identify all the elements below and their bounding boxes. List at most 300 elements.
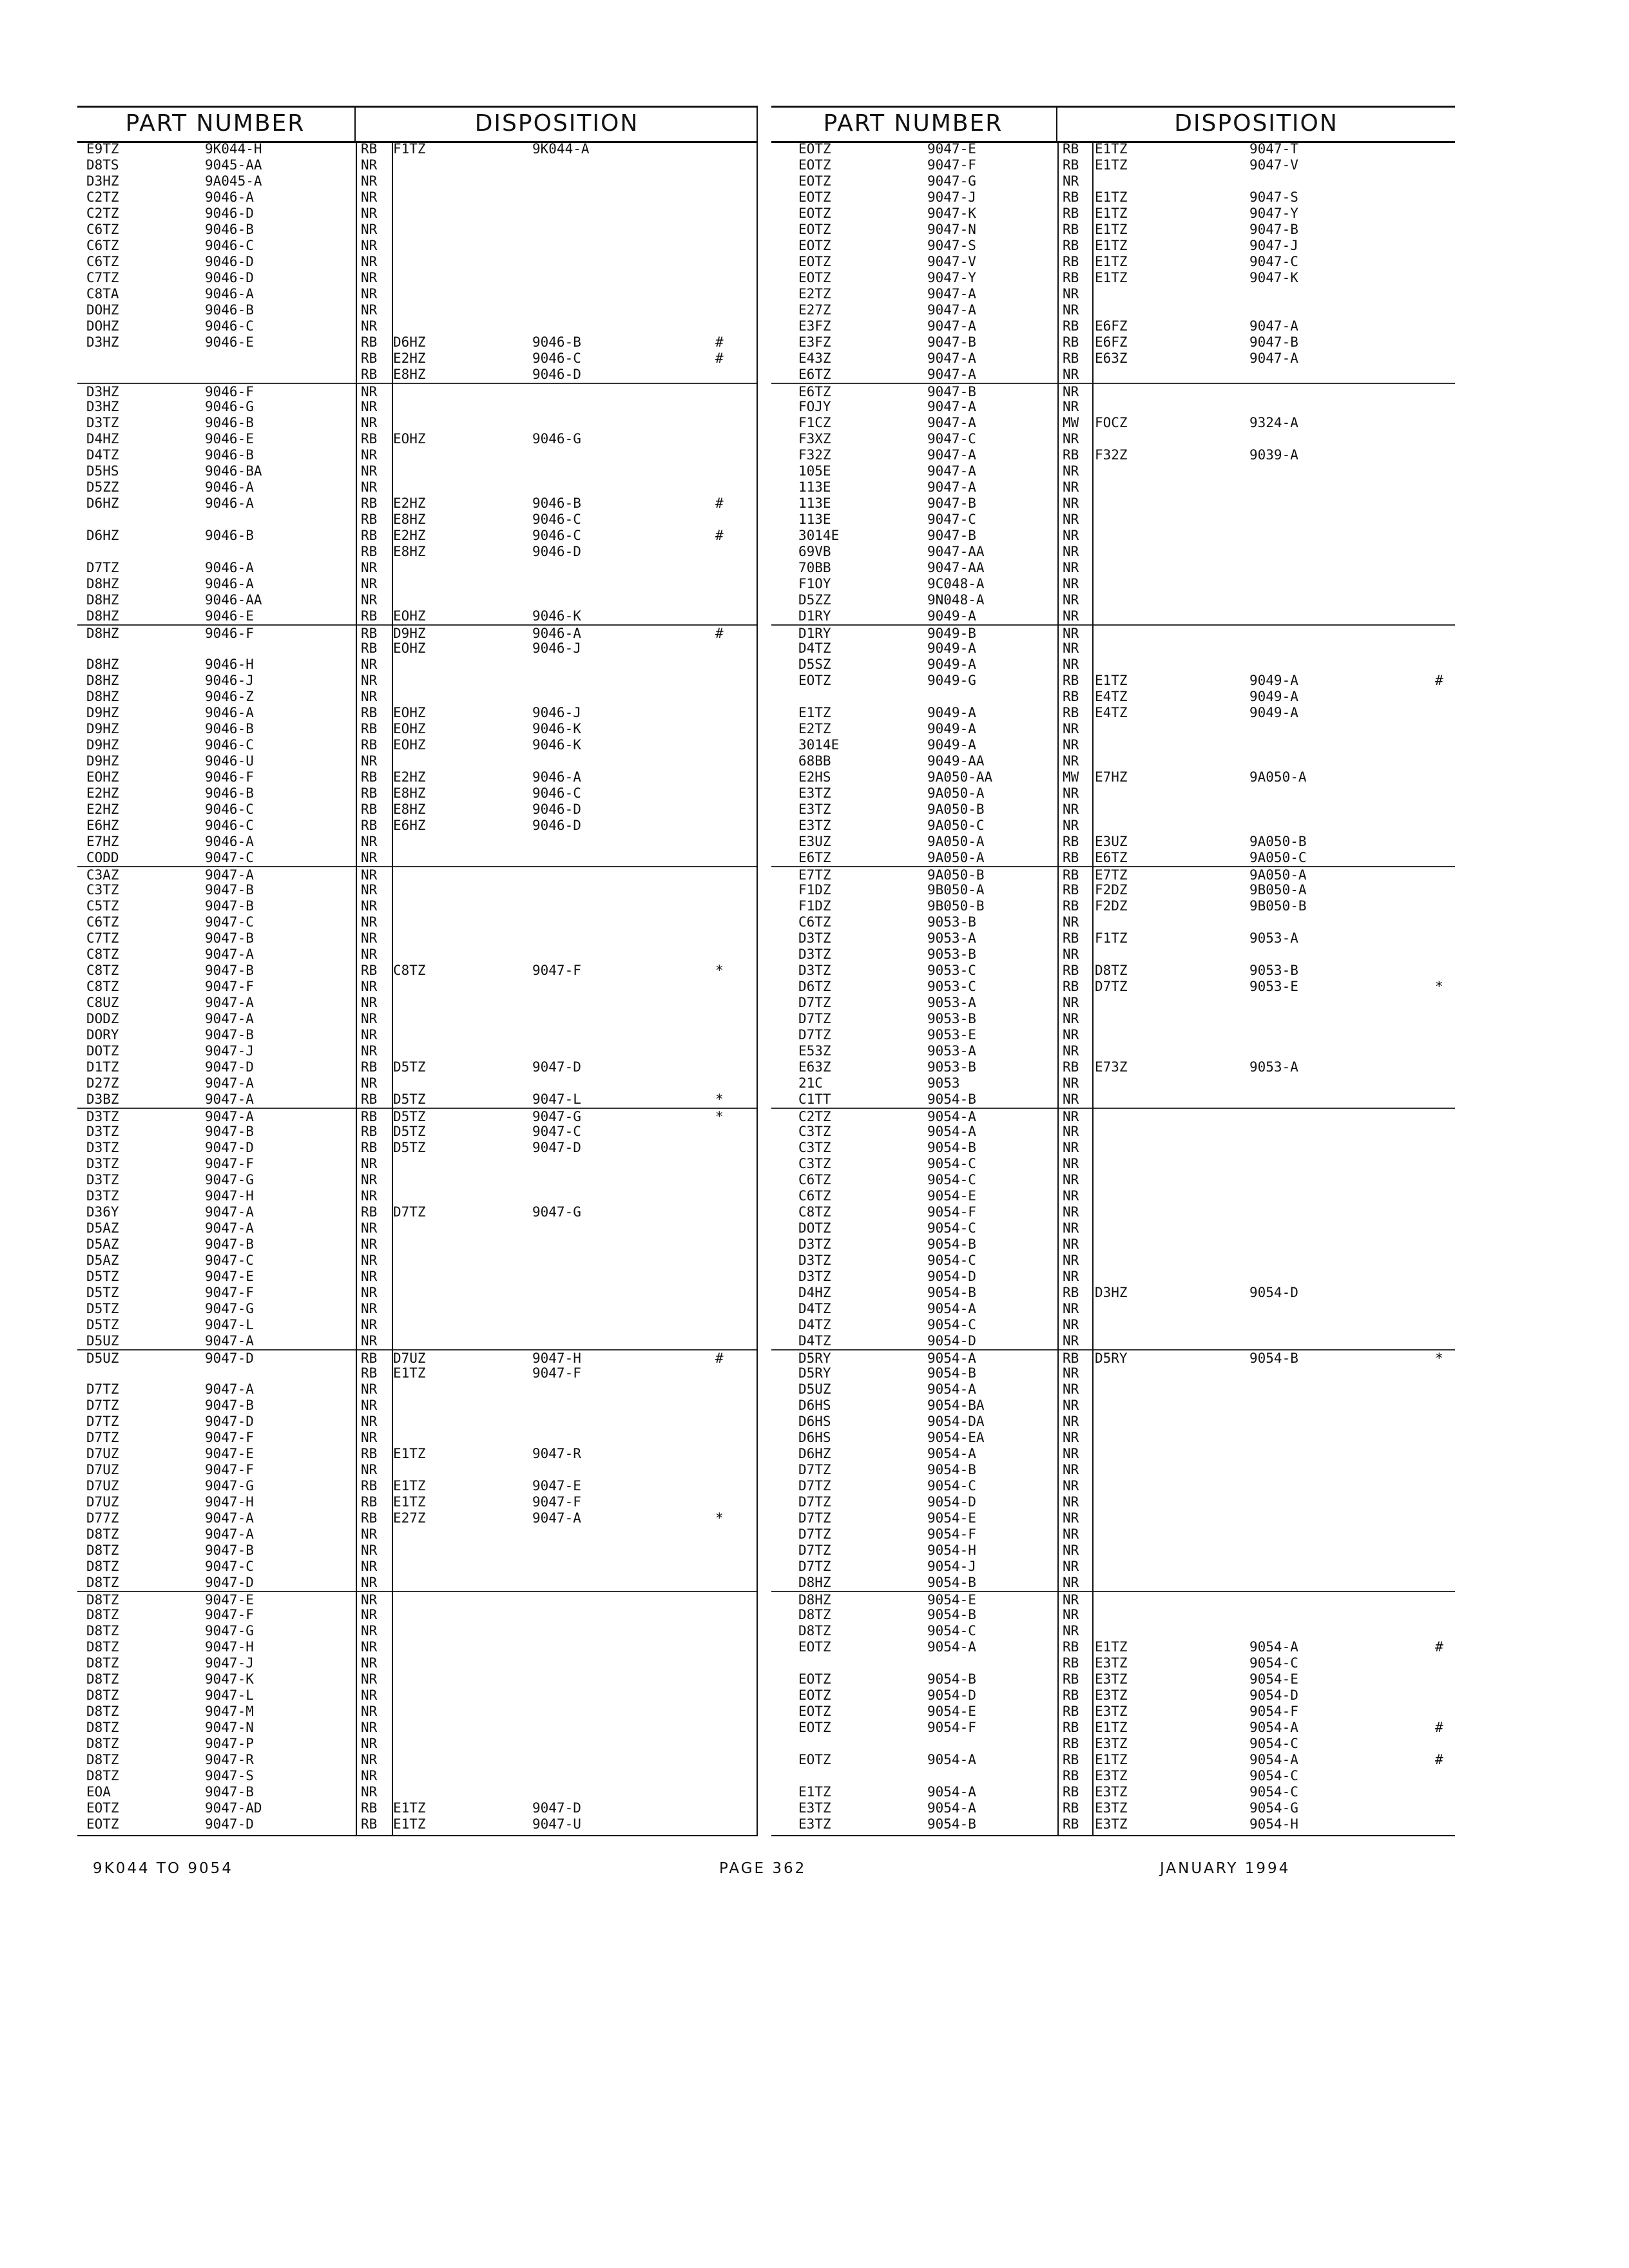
cell-p1: D4TZ	[86, 447, 119, 463]
table-row	[77, 608, 758, 624]
cell-p1: D5RY	[798, 1365, 831, 1381]
cell-cd: NR	[361, 1752, 378, 1767]
table-row	[77, 624, 758, 642]
cell-d2: 9054-A	[1249, 1639, 1298, 1655]
cell-cd: NR	[1063, 1381, 1079, 1397]
cell-p1: D3TZ	[798, 1269, 831, 1284]
cell-p1: F1CZ	[798, 415, 831, 430]
cell-cd: NR	[1063, 1542, 1079, 1558]
cell-d1: EOHZ	[393, 737, 426, 753]
cell-d1: C8TZ	[393, 963, 426, 978]
cell-d2: 9047-A	[532, 1510, 581, 1526]
cell-p2: 9054-D	[927, 1269, 976, 1284]
cell-p2: 9047-A	[927, 399, 976, 414]
cell-p2: 9047-A	[205, 867, 254, 883]
cell-cd: NR	[361, 1462, 378, 1477]
table-row	[771, 608, 1455, 624]
cell-p2: 9054-F	[927, 1720, 976, 1735]
cell-d2: 9046-A	[532, 769, 581, 785]
cell-p1: C7TZ	[86, 930, 119, 946]
table-row	[77, 528, 758, 544]
table-row	[771, 560, 1455, 576]
table-row	[771, 882, 1455, 898]
cell-p1: C6TZ	[86, 254, 119, 269]
table-row	[771, 1333, 1455, 1349]
cell-d1: E1TZ	[393, 1365, 426, 1381]
table-row	[77, 463, 758, 479]
cell-cd: NR	[1063, 1188, 1079, 1204]
cell-p1: 68BB	[798, 753, 831, 769]
table-row	[771, 705, 1455, 721]
table-row	[771, 737, 1455, 753]
cell-p2: 9047-D	[205, 1575, 254, 1590]
cell-p1: D8HZ	[86, 657, 119, 672]
table-row	[771, 850, 1455, 866]
cell-p1: D5HS	[86, 463, 119, 479]
cell-p1: D8HZ	[86, 689, 119, 704]
cell-cd: NR	[361, 189, 378, 205]
header-divider	[1056, 108, 1057, 141]
cell-cd: RB	[1063, 963, 1079, 978]
table-row	[771, 1204, 1455, 1220]
cell-p1: D5ZZ	[86, 479, 119, 495]
cell-p1: DOTZ	[86, 1043, 119, 1059]
cell-d2: 9053-A	[1249, 1059, 1298, 1075]
cell-p2: 9046-A	[205, 834, 254, 849]
cell-cd: NR	[361, 1639, 378, 1655]
cell-p1: D7TZ	[86, 1430, 119, 1445]
cell-p1: E2TZ	[798, 286, 831, 302]
cell-cd: NR	[361, 947, 378, 962]
cell-d1: E2HZ	[393, 528, 426, 543]
cell-cd: NR	[361, 1188, 378, 1204]
cell-d1: E7HZ	[1095, 769, 1128, 785]
table-row	[77, 544, 758, 560]
table-row	[77, 1752, 758, 1768]
cell-p1: D8TZ	[86, 1704, 119, 1719]
cell-p2: 9047-B	[205, 1027, 254, 1043]
cell-cd: RB	[361, 351, 378, 366]
cell-cd: NR	[1063, 576, 1079, 591]
cell-cd: NR	[1063, 1510, 1079, 1526]
cell-cd: NR	[361, 1285, 378, 1300]
cell-p2: 9046-G	[205, 399, 254, 414]
cell-p1: D6TZ	[798, 979, 831, 994]
cell-p2: 9046-F	[205, 769, 254, 785]
right-part-number-heading: PART NUMBER	[823, 110, 1003, 137]
cell-p1: EOTZ	[86, 1816, 119, 1832]
footer-date: JANUARY 1994	[1160, 1860, 1291, 1877]
cell-p2: 9047-S	[205, 1768, 254, 1783]
cell-p1: E3TZ	[798, 785, 831, 801]
cell-p2: 9047-A	[927, 302, 976, 318]
cell-cd: RB	[1063, 1639, 1079, 1655]
cell-p1: D6HS	[798, 1398, 831, 1413]
table-row	[771, 1236, 1455, 1253]
table-row	[77, 785, 758, 802]
cell-d2: 9047-B	[1249, 334, 1298, 350]
cell-d2: 9046-D	[532, 802, 581, 817]
cell-p1: D7UZ	[86, 1478, 119, 1494]
table-row	[77, 447, 758, 463]
cell-p1: D8TZ	[86, 1768, 119, 1783]
cell-p2: 9046-U	[205, 753, 254, 769]
cell-cd: NR	[361, 1156, 378, 1171]
cell-p1: D5AZ	[86, 1253, 119, 1268]
cell-d2: 9053-B	[1249, 963, 1298, 978]
cell-d1: F2DZ	[1095, 898, 1128, 914]
cell-d1: E3TZ	[1095, 1655, 1128, 1671]
cell-p2: 9047-L	[205, 1317, 254, 1332]
table-row	[77, 657, 758, 673]
cell-cd: NR	[1063, 1607, 1079, 1622]
cell-p2: 9054-A	[927, 1752, 976, 1767]
cell-cd: RB	[1063, 1671, 1079, 1687]
cell-p2: 9054-B	[927, 1607, 976, 1622]
table-row	[77, 1591, 758, 1608]
cell-cd: RB	[361, 1140, 378, 1155]
cell-p1: EOTZ	[798, 1752, 831, 1767]
table-row	[77, 1816, 758, 1832]
cell-p2: 9054-E	[927, 1188, 976, 1204]
cell-d1: E1TZ	[393, 1494, 426, 1510]
cell-p2: 9053-A	[927, 930, 976, 946]
cell-d2: 9039-A	[1249, 447, 1298, 463]
table-row	[77, 1623, 758, 1639]
table-row	[77, 769, 758, 785]
table-row	[771, 947, 1455, 963]
cell-cd: RB	[1063, 1059, 1079, 1075]
cell-cd: NR	[361, 384, 378, 399]
cell-d2: 9046-B	[532, 495, 581, 511]
cell-p1: D5TZ	[86, 1317, 119, 1332]
table-row	[771, 383, 1455, 400]
cell-m: #	[715, 528, 724, 543]
cell-cd: NR	[361, 1253, 378, 1268]
cell-p2: 9049-A	[927, 657, 976, 672]
cell-p2: 9047-J	[205, 1655, 254, 1671]
cell-p1: EOTZ	[798, 222, 831, 237]
cell-cd: NR	[361, 1027, 378, 1043]
cell-cd: NR	[1063, 737, 1079, 753]
cell-d2: 9049-A	[1249, 705, 1298, 720]
cell-p2: 9047-B	[205, 1542, 254, 1558]
cell-p1: D5RY	[798, 1350, 831, 1366]
cell-cd: NR	[361, 1430, 378, 1445]
cell-cd: RB	[1063, 1704, 1079, 1719]
cell-p2: 9047-H	[205, 1188, 254, 1204]
cell-p1: E2HS	[798, 769, 831, 785]
cell-d1: E1TZ	[1095, 254, 1128, 269]
cell-p1: D36Y	[86, 1204, 119, 1220]
cell-p2: 9047-E	[205, 1592, 254, 1608]
cell-p1: C8TZ	[86, 963, 119, 978]
cell-cd: RB	[1063, 1752, 1079, 1767]
cell-m: #	[715, 626, 724, 641]
table-row	[77, 351, 758, 367]
cell-p2: 9054-F	[927, 1526, 976, 1542]
cell-cd: NR	[361, 867, 378, 883]
cell-d2: 9046-K	[532, 608, 581, 624]
cell-cd: NR	[361, 238, 378, 253]
cell-p1: C3TZ	[798, 1124, 831, 1139]
cell-p2: 9047-A	[205, 947, 254, 962]
cell-p1: D7TZ	[798, 1478, 831, 1494]
cell-cd: RB	[1063, 979, 1079, 994]
cell-p1: D4TZ	[798, 1333, 831, 1349]
cell-cd: NR	[361, 1671, 378, 1687]
table-row	[771, 238, 1455, 254]
table-row	[771, 1269, 1455, 1285]
cell-cd: NR	[361, 254, 378, 269]
cell-p1: D8TZ	[86, 1639, 119, 1655]
cell-p2: 9047-A	[927, 318, 976, 334]
cell-cd: NR	[1063, 818, 1079, 833]
cell-p2: 9046-E	[205, 334, 254, 350]
cell-p2: 9047-A	[205, 995, 254, 1010]
cell-p2: 9047-B	[927, 384, 976, 399]
cell-cd: RB	[1063, 1816, 1079, 1832]
cell-cd: NR	[361, 1592, 378, 1608]
cell-p1: D9HZ	[86, 737, 119, 753]
cell-cd: RB	[1063, 238, 1079, 253]
table-row	[77, 334, 758, 351]
cell-cd: RB	[1063, 673, 1079, 688]
cell-p1: F1DZ	[798, 898, 831, 914]
cell-p1: C3TZ	[798, 1140, 831, 1155]
table-row	[771, 512, 1455, 528]
table-row	[77, 1736, 758, 1752]
cell-d1: EOHZ	[393, 608, 426, 624]
table-row	[771, 1720, 1455, 1736]
cell-d2: 9053-E	[1249, 979, 1298, 994]
cell-p2: 9053-C	[927, 963, 976, 978]
cell-cd: RB	[1063, 447, 1079, 463]
cell-cd: NR	[361, 979, 378, 994]
cell-d2: 9047-J	[1249, 238, 1298, 253]
cell-d2: 9054-G	[1249, 1800, 1298, 1816]
cell-cd: RB	[361, 544, 378, 559]
table-row	[77, 834, 758, 850]
table-row	[77, 1333, 758, 1349]
cell-p1: D7UZ	[86, 1494, 119, 1510]
cell-cd: NR	[1063, 479, 1079, 495]
left-part-number-heading: PART NUMBER	[125, 110, 305, 137]
cell-p1: D8TZ	[86, 1575, 119, 1590]
cell-cd: NR	[1063, 753, 1079, 769]
cell-p2: 9054-A	[927, 1350, 976, 1366]
cell-p1: D3TZ	[86, 415, 119, 430]
cell-p1: D8HZ	[86, 576, 119, 591]
cell-cd: NR	[1063, 495, 1079, 511]
cell-p2: 9047-AA	[927, 560, 985, 575]
cell-d2: 9B050-B	[1249, 898, 1307, 914]
cell-p2: 9047-A	[927, 415, 976, 430]
cell-d2: 9047-D	[532, 1059, 581, 1075]
cell-p1: D8HZ	[798, 1575, 831, 1590]
cell-p2: 9047-F	[205, 1462, 254, 1477]
table-row	[771, 995, 1455, 1011]
cell-cd: RB	[361, 705, 378, 720]
cell-cd: RB	[1063, 206, 1079, 221]
cell-d1: E6HZ	[393, 818, 426, 833]
cell-p2: 9047-B	[927, 528, 976, 543]
cell-d1: D5TZ	[393, 1109, 426, 1124]
cell-cd: RB	[1063, 1285, 1079, 1300]
cell-cd: NR	[1063, 302, 1079, 318]
cell-cd: NR	[361, 753, 378, 769]
cell-cd: NR	[1063, 1494, 1079, 1510]
cell-d1: E3UZ	[1095, 834, 1128, 849]
cell-cd: NR	[361, 1526, 378, 1542]
cell-p2: 9046-C	[205, 802, 254, 817]
cell-p1: C6TZ	[86, 222, 119, 237]
cell-p2: 9047-A	[205, 1075, 254, 1091]
table-row	[77, 157, 758, 173]
cell-p1: D8TZ	[86, 1720, 119, 1735]
table-row	[771, 173, 1455, 189]
table-row	[77, 479, 758, 495]
table-row	[771, 640, 1455, 657]
cell-d2: 9049-A	[1249, 673, 1298, 688]
cell-p1: EOTZ	[798, 238, 831, 253]
table-row	[771, 206, 1455, 222]
table-row	[771, 914, 1455, 930]
cell-p2: 9047-E	[205, 1269, 254, 1284]
table-row	[77, 1639, 758, 1655]
header-divider	[757, 108, 758, 141]
table-row	[77, 1043, 758, 1059]
cell-cd: RB	[1063, 1784, 1079, 1800]
cell-cd: NR	[361, 447, 378, 463]
cell-cd: RB	[1063, 222, 1079, 237]
cell-p2: 9054-E	[927, 1510, 976, 1526]
cell-m: #	[1435, 1639, 1443, 1655]
table-row	[771, 351, 1455, 367]
cell-cd: NR	[361, 1687, 378, 1703]
cell-cd: NR	[1063, 1140, 1079, 1155]
table-row	[771, 1510, 1455, 1526]
cell-p1: D8TZ	[798, 1623, 831, 1639]
column-divider	[1057, 141, 1059, 1835]
cell-p1: DOHZ	[86, 318, 119, 334]
cell-p2: 9047-A	[205, 1011, 254, 1026]
table-row	[77, 415, 758, 431]
table-row	[771, 1091, 1455, 1108]
cell-p1: D5TZ	[86, 1301, 119, 1316]
cell-d2: 9047-F	[532, 1494, 581, 1510]
cell-cd: NR	[361, 850, 378, 865]
cell-d2: 9047-C	[1249, 254, 1298, 269]
cell-d1: D3HZ	[1095, 1285, 1128, 1300]
cell-p2: 9046-B	[205, 721, 254, 736]
table-row	[771, 318, 1455, 334]
cell-cd: NR	[361, 270, 378, 285]
table-row	[771, 721, 1455, 737]
cell-d1: E3TZ	[1095, 1704, 1128, 1719]
cell-cd: NR	[361, 995, 378, 1010]
cell-p2: 9046-A	[205, 495, 254, 511]
cell-p2: 9046-A	[205, 576, 254, 591]
cell-p1: E3FZ	[798, 318, 831, 334]
table-row	[77, 882, 758, 898]
cell-d1: E1TZ	[1095, 222, 1128, 237]
table-row	[771, 1124, 1455, 1140]
cell-p2: 9047-R	[205, 1752, 254, 1767]
cell-p2: 9046-D	[205, 270, 254, 285]
cell-p1: D7TZ	[798, 1526, 831, 1542]
cell-p2: 9047-F	[205, 1430, 254, 1445]
table-row	[77, 1446, 758, 1462]
cell-m: *	[715, 1109, 724, 1124]
cell-p1: EOTZ	[798, 157, 831, 173]
cell-p2: 9047-E	[927, 141, 976, 157]
column-divider	[757, 141, 758, 1835]
cell-p1: C6TZ	[798, 914, 831, 930]
cell-cd: RB	[361, 367, 378, 382]
cell-d1: E7TZ	[1095, 867, 1128, 883]
cell-p1: E7HZ	[86, 834, 119, 849]
cell-d1: E1TZ	[1095, 206, 1128, 221]
cell-p2: 9046-E	[205, 608, 254, 624]
cell-d2: 9046-K	[532, 737, 581, 753]
table-row	[77, 399, 758, 415]
cell-cd: NR	[361, 1655, 378, 1671]
table-row	[77, 1140, 758, 1156]
cell-d1: E3TZ	[1095, 1784, 1128, 1800]
cell-p2: 9054-J	[927, 1559, 976, 1574]
cell-d1: E2HZ	[393, 769, 426, 785]
cell-p1: E3FZ	[798, 334, 831, 350]
cell-p1: D7TZ	[798, 1559, 831, 1574]
cell-p2: 9049-G	[927, 673, 976, 688]
table-row	[77, 189, 758, 206]
cell-m: #	[1435, 1720, 1443, 1735]
cell-p1: EOTZ	[86, 1800, 119, 1816]
cell-d2: 9046-D	[532, 818, 581, 833]
cell-d1: E2HZ	[393, 351, 426, 366]
cell-p2: 9054-A	[927, 1381, 976, 1397]
cell-cd: NR	[1063, 1301, 1079, 1316]
cell-p1: E6HZ	[86, 818, 119, 833]
table-row	[77, 238, 758, 254]
table-row	[77, 1542, 758, 1559]
cell-cd: NR	[1063, 1091, 1079, 1107]
cell-p1: 113E	[798, 479, 831, 495]
cell-p2: 9047-D	[205, 1140, 254, 1155]
cell-p1: EOTZ	[798, 673, 831, 688]
cell-cd: RB	[1063, 1720, 1079, 1735]
table-row	[771, 785, 1455, 802]
cell-cd: NR	[361, 657, 378, 672]
cell-cd: NR	[1063, 1109, 1079, 1124]
cell-cd: RB	[361, 1478, 378, 1494]
table-row	[77, 495, 758, 512]
cell-cd: NR	[1063, 1204, 1079, 1220]
table-row	[771, 399, 1455, 415]
cell-d1: E3TZ	[1095, 1800, 1128, 1816]
cell-p2: 9054-B	[927, 1816, 976, 1832]
table-row	[771, 592, 1455, 608]
cell-d2: 9047-A	[1249, 351, 1298, 366]
cell-cd: RB	[1063, 1768, 1079, 1783]
cell-d2: 9054-A	[1249, 1752, 1298, 1767]
cell-p2: 9B050-B	[927, 898, 985, 914]
cell-p2: 9047-A	[205, 1109, 254, 1124]
cell-p1: E63Z	[798, 1059, 831, 1075]
cell-d2: 9047-T	[1249, 141, 1298, 157]
cell-p2: 9047-L	[205, 1687, 254, 1703]
